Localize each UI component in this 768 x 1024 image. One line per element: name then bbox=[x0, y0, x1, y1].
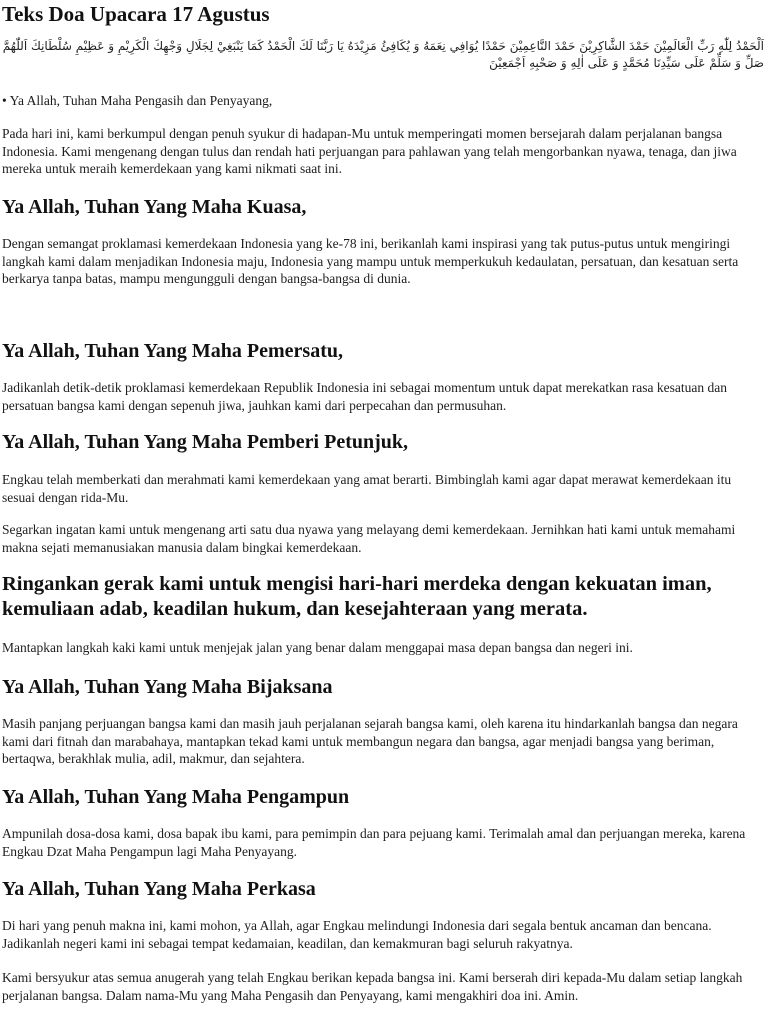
intro-bullet: • Ya Allah, Tuhan Maha Pengasih dan Penyayang, bbox=[2, 93, 273, 108]
heading-ringankan-gerak: Ringankan gerak kami untuk mengisi hari-hari merdeka dengan kekuatan iman, kemuliaan adab, keadilan hukum, dan kesejahteraan yang merata. bbox=[2, 573, 712, 620]
page-title: Teks Doa Upacara 17 Agustus bbox=[2, 2, 270, 26]
paragraph-maha-pengampun: Ampunilah dosa-dosa kami, dosa bapak ibu kami, para pemimpin dan para pejuang kami. Terimalah amal dan perjuangan mereka, karena Engkau Dzat Maha Pengampun lagi Maha Penyayang. bbox=[2, 826, 746, 859]
paragraph-maha-kuasa: Dengan semangat proklamasi kemerdekaan Indonesia yang ke-78 ini, berikanlah kami inspirasi yang tak putus-putus untuk mengiringi langkah kami dalam menjadikan Indonesia maju, Indonesia yang mampu untuk memperkukuh kedaulatan, persatuan, dan kesatuan serta berkarya tanpa batas, mampu mengungguli dengan bangsa-bangsa di dunia. bbox=[2, 236, 739, 286]
heading-maha-perkasa: Ya Allah, Tuhan Yang Maha Perkasa bbox=[2, 878, 316, 900]
paragraph-maha-bijaksana: Masih panjang perjuangan bangsa kami dan masih jauh perjalanan sejarah bangsa kami, oleh karena itu hindarkanlah bangsa dan negara kami dari fitnah dan marabahaya, mantapkan tekad kami untuk membangun negara dan bangsa, agar menjadi bangsa yang beriman, bertaqwa, berakhlak mulia, adil, makmur, dan sejahtera. bbox=[2, 716, 738, 766]
paragraph-maha-pemersatu: Jadikanlah detik-detik proklamasi kemerdekaan Republik Indonesia ini sebagai momentum untuk dapat merekatkan rasa kesatuan dan persatuan bangsa kami dengan sepenuh jiwa, jauhkan kami dari perpecahan dan permusuhan. bbox=[2, 380, 728, 413]
heading-maha-bijaksana: Ya Allah, Tuhan Yang Maha Bijaksana bbox=[2, 676, 333, 698]
heading-maha-pemberi-petunjuk: Ya Allah, Tuhan Yang Maha Pemberi Petunjuk, bbox=[2, 431, 409, 453]
heading-maha-pemersatu: Ya Allah, Tuhan Yang Maha Pemersatu, bbox=[2, 340, 343, 362]
paragraph-pemberi-petunjuk-2: Segarkan ingatan kami untuk mengenang arti satu dua nyawa yang melayang demi kemerdekaan. Jernihkan hati kami untuk memahami makna sejati memanusiakan manusia dalam bingkai kemerdekaan. bbox=[2, 522, 736, 555]
paragraph-pemberi-petunjuk-1: Engkau telah memberkati dan merahmati kami kemerdekaan yang amat berarti. Bimbinglah kami agar dapat merawat kemerdekaan itu sesuai dengan rida-Mu. bbox=[2, 472, 732, 505]
arabic-opening-prayer: اَلْحَمْدُ لِلّٰهِ رَبِّ الْعَالَمِيْنَ حَمْدَ الشَّاكِرِيْنَ حَمْدَ النَّاعِمِيْنَ حَمْدًا يُوَافِي نِعَمَهُ وَ يُكَافِئُ مَزِيْدَهُ يَا رَبَّنَا لَكَ الْحَمْدُ كَمَا يَنْبَغِيْ لِجَلَالِ وَجْهِكَ الْكَرِيْمِ وَ عَظِيْمِ سُلْطَانِكَ اَللّٰهُمَّ صَلِّ وَ سَلِّمْ عَلَى سَيِّدِنَا مُحَمَّدٍ وَ عَلَى اٰلِهِ وَ صَحْبِهِ اَجْمَعِيْنَ bbox=[2, 39, 764, 70]
paragraph-maha-perkasa-2: Kami bersyukur atas semua anugerah yang telah Engkau berikan kepada bangsa ini. Kami berserah diri kepada-Mu dalam setiap langkah perjalanan bangsa. Dalam nama-Mu yang Maha Pengasih dan Penyayang, kami mengakhiri doa ini. Amin. bbox=[2, 970, 743, 1003]
paragraph-maha-perkasa-1: Di hari yang penuh makna ini, kami mohon, ya Allah, agar Engkau melindungi Indonesia dari segala bentuk ancaman dan bencana. Jadikanlah negeri kami ini sebagai tempat kedamaian, keadilan, dan kemakmuran bagi seluruh rakyatnya. bbox=[2, 918, 712, 951]
heading-maha-kuasa: Ya Allah, Tuhan Yang Maha Kuasa, bbox=[2, 196, 307, 218]
paragraph-mantapkan-langkah: Mantapkan langkah kaki kami untuk menjejak jalan yang benar dalam menggapai masa depan bangsa dan negeri ini. bbox=[2, 640, 633, 655]
heading-maha-pengampun: Ya Allah, Tuhan Yang Maha Pengampun bbox=[2, 786, 350, 808]
paragraph-intro: Pada hari ini, kami berkumpul dengan penuh syukur di hadapan-Mu untuk memperingati momen bersejarah dalam perjalanan bangsa Indonesia. Kami mengenang dengan tulus dan rendah hati perjuangan para pahlawan yang telah mengorbankan nyawa, tenaga, dan jiwa mereka untuk meraih kemerdekaan yang kami nikmati saat ini. bbox=[2, 126, 737, 176]
